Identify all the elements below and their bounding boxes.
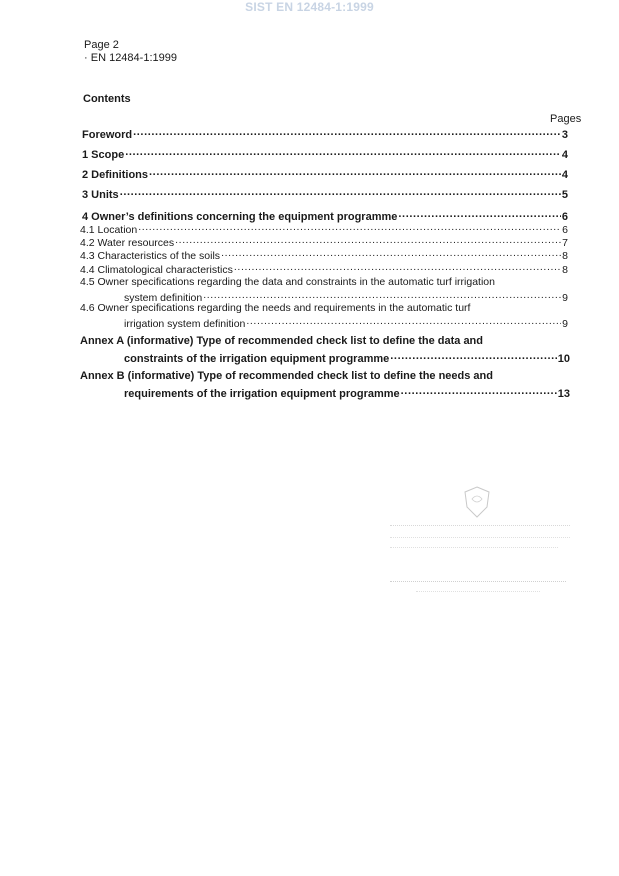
toc-leader-dots <box>398 208 560 220</box>
toc-entry-definitions <box>82 166 568 181</box>
toc-leader-dots <box>175 234 561 246</box>
toc-entry-text: 4.4 Climatological characteristics <box>80 264 233 276</box>
toc-entry-scope <box>82 146 568 161</box>
toc-leader-dots <box>125 146 561 158</box>
toc-leader-dots <box>246 315 561 327</box>
toc-entry-text: irrigation system definition <box>124 318 246 330</box>
pages-column-label: Pages <box>550 113 582 125</box>
toc-entry-text: system definition <box>124 292 203 304</box>
toc-leader-dots <box>203 289 561 301</box>
toc-entry-units <box>82 186 568 201</box>
toc-entry-annex-b-cont <box>124 385 570 400</box>
toc-entry-foreword <box>82 126 568 141</box>
toc-entry-text: requirements of the irrigation equipment programme <box>124 388 400 400</box>
toc-entry-page: 6 <box>561 211 568 223</box>
toc-entry-owner-spec-data: 4.5 Owner specifications regarding the data and constraints in the automatic turf irrigation <box>80 276 495 288</box>
toc-entry-text: 4.3 Characteristics of the soils <box>80 250 221 262</box>
toc-entry-text: 1 Scope <box>82 149 125 161</box>
stamp-rule <box>390 547 558 549</box>
toc-entry-page: 9 <box>562 292 568 304</box>
toc-leader-dots <box>401 385 557 397</box>
toc-entry-text: Foreword <box>82 129 133 141</box>
stamp-rule <box>390 537 570 539</box>
stamp-rule <box>390 581 566 583</box>
toc-entry-annex-a: Annex A (informative) Type of recommended check list to define the data and <box>80 335 483 347</box>
toc-entry-page: 10 <box>557 353 570 365</box>
toc-leader-dots <box>390 350 556 362</box>
toc-entry-page: 5 <box>561 189 568 201</box>
toc-entry-page: 8 <box>562 250 568 262</box>
toc-entry-text: 3 Units <box>82 189 119 201</box>
toc-leader-dots <box>234 261 561 273</box>
toc-leader-dots <box>138 221 561 233</box>
toc-entry-owner-spec-needs-cont <box>124 315 568 330</box>
crest-icon <box>462 485 492 519</box>
toc-leader-dots <box>133 126 561 138</box>
toc-leader-dots <box>120 186 561 198</box>
toc-entry-climatological <box>80 261 568 276</box>
toc-entry-owner-spec-needs: 4.6 Owner specifications regarding the needs and requirements in the automatic turf <box>80 302 471 314</box>
toc-entry-annex-a-cont <box>124 350 570 365</box>
toc-entry-soils <box>80 247 568 262</box>
toc-leader-dots <box>149 166 561 178</box>
toc-entry-text: 4 Owner’s definitions concerning the equipment programme <box>82 211 398 223</box>
page-header <box>84 39 177 65</box>
toc-entry-annex-b: Annex B (informative) Type of recommended check list to define the needs and <box>80 370 493 382</box>
toc-entry-page: 4 <box>561 169 568 181</box>
toc-entry-page: 7 <box>562 237 568 249</box>
toc-leader-dots <box>221 247 561 259</box>
toc-entry-text: 4.1 Location <box>80 224 138 236</box>
watermark: SIST EN 12484-1:1999 <box>245 0 374 14</box>
stamp-rule <box>416 591 540 593</box>
page-number: Page 2 <box>84 39 119 51</box>
toc-entry-page: 9 <box>562 318 568 330</box>
contents-title: Contents <box>83 93 131 105</box>
toc-entry-text: 4.2 Water resources <box>80 237 175 249</box>
toc-entry-page: 13 <box>557 388 570 400</box>
stamp-rule <box>390 525 570 527</box>
toc-entry-text: 2 Definitions <box>82 169 149 181</box>
faded-stamp <box>386 485 576 605</box>
toc-entry-page: 8 <box>562 264 568 276</box>
toc-entry-page: 4 <box>561 149 568 161</box>
standard-number: · EN 12484-1:1999 <box>84 52 177 64</box>
toc-entry-page: 3 <box>561 129 568 141</box>
toc-entry-page: 6 <box>562 224 568 236</box>
toc-entry-text: constraints of the irrigation equipment programme <box>124 353 390 365</box>
standard-id: EN 12484-1:1999 <box>90 52 177 64</box>
